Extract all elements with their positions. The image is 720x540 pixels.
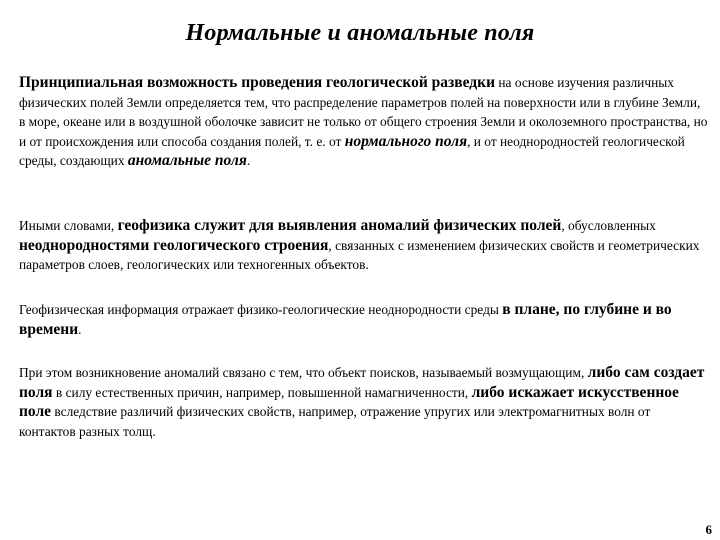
p3-text-1: Геофизическая информация отражает физико-геологические неоднородности среды	[19, 302, 503, 317]
p4-text-1: При этом возникновение аномалий связано с тем, что объект поисков, называемый возмущающим,	[19, 365, 588, 380]
p4-text-3: вследствие различий физических свойств, например, отражение упругих или электромагнитных волн от контактов разных толщ.	[19, 404, 651, 439]
p1-text-3: .	[246, 153, 251, 169]
p1-text-1: на основе изучения различных физических полей Земли определяется тем, что распределение параметров полей на поверхности или в глубине Земли, в море, океане или в воздушной оболочке зависит не только от общего строения Земли и околоземного пространства, но и от происхождения или способа создания полей, т. е. от	[19, 75, 708, 149]
p1-emphasis-3: аномальные поля	[127, 152, 247, 170]
p2-text-1: Иными словами,	[19, 218, 118, 233]
page-number: 6	[705, 522, 712, 537]
slide-title: Нормальные и аномальные поля	[185, 20, 535, 46]
p4-emphasis-2: либо искажает искусственное поле	[19, 383, 679, 421]
p1-emphasis-1: Принципиальная возможность проведения геологической разведки	[19, 74, 496, 91]
p4-emphasis-1: либо сам создает поля	[19, 364, 705, 401]
p1-text-2: , и от неоднородностей геологической среды, создающих	[19, 133, 685, 169]
p3-text-2: .	[78, 321, 82, 337]
paragraph-1	[19, 73, 709, 171]
p3-emphasis-1: в плане, по глубине и во времени	[19, 301, 672, 338]
p4-text-2: в силу естественных причин, например, повышенной намагниченности,	[52, 384, 472, 400]
paragraph-3	[19, 300, 709, 339]
paragraph-2	[19, 216, 709, 275]
p2-text-3: , связанных с изменением физических свойств и геометрических параметров слоев, геологических или техногенных объектов.	[19, 237, 700, 273]
paragraph-4	[19, 363, 709, 441]
p1-emphasis-2: нормального поля	[344, 132, 468, 150]
p2-text-2: , обусловленных	[561, 218, 656, 233]
p2-emphasis-1: геофизика служит для выявления аномалий физических полей	[117, 217, 562, 234]
p2-emphasis-2: неоднородностями геологического строения	[19, 236, 329, 254]
